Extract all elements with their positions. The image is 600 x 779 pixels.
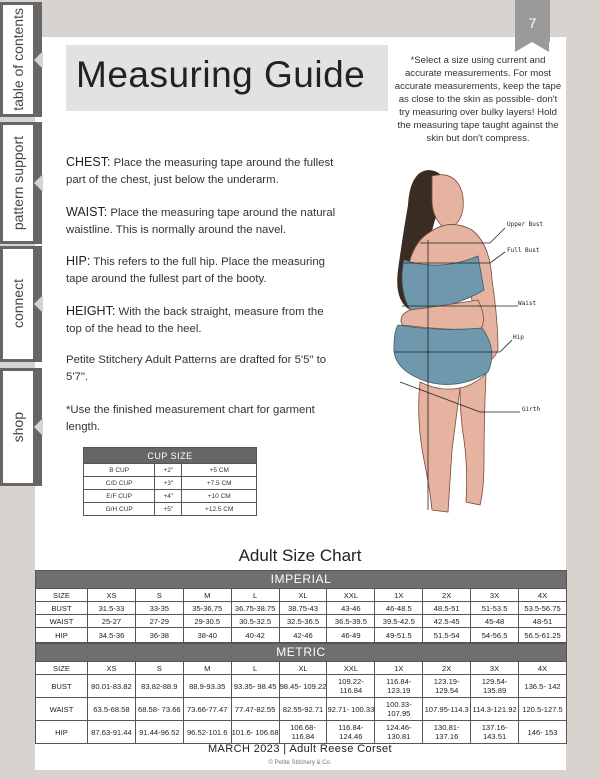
body-measurement-illustration [380,160,565,530]
size-cell: 4X [519,589,567,602]
page-number: 7 [515,0,550,42]
cup-size-table [83,447,257,516]
right-leg [460,374,486,505]
size-cell: M [183,589,231,602]
height-text: With the back straight, measure from the top of the head to the heel. [66,306,324,335]
size-cell: 38-40 [183,628,231,643]
size-cell: 51.5-54 [423,628,471,643]
metric-hip-row [36,721,567,744]
tab-shop[interactable] [0,368,42,486]
imperial-size-row [36,589,567,602]
size-cell: 80.01-83.82 [88,675,136,698]
tab-connect[interactable] [0,246,42,362]
title-box [66,45,388,111]
size-cell: 116.84- 123.19 [375,675,423,698]
size-cell: 56.5-61.25 [519,628,567,643]
size-cell: XXL [327,662,375,675]
tab-pattern-support-label: pattern support [10,135,26,231]
size-cell: 31.5-33 [88,602,136,615]
size-cell: 123.19- 129.54 [423,675,471,698]
metric-size-row [36,662,567,675]
cup-cell: G/H CUP [84,503,155,516]
imperial-waist-row [36,615,567,628]
height-instruction [66,303,341,337]
size-cell: 4X [519,662,567,675]
size-cell: 38.75-43 [279,602,327,615]
copyright: © Petite Stitchery & Co. [268,760,332,766]
metric-size-table [35,643,567,744]
size-cell: XS [88,662,136,675]
size-cell: 36.75-38.75 [231,602,279,615]
size-cell: L [231,662,279,675]
size-cell: M [183,662,231,675]
size-cell: 40-42 [231,628,279,643]
size-cell: 120.5-127.5 [519,698,567,721]
size-cell: 98.45- 109.22 [279,675,327,698]
size-cell: 35-36.75 [183,602,231,615]
size-cell: 53.5-56.75 [519,602,567,615]
size-cell: 51-53.5 [471,602,519,615]
size-cell: 87.63-91.44 [88,721,136,744]
height-term: HEIGHT: [66,304,116,318]
imperial-size-table [35,570,567,643]
size-cell: 107.95-114.3 [423,698,471,721]
size-cell: XL [279,589,327,602]
size-cell: 100.33- 107.95 [375,698,423,721]
size-cell: 101.6- 106.68 [231,721,279,744]
size-cell: 48-51 [519,615,567,628]
chest-text: Place the measuring tape around the fullest part of the chest, just below the underarm. [66,157,334,186]
cup-cell: +4" [155,490,182,503]
size-cell: 3X [471,662,519,675]
full-bust-label: Full Bust [507,247,540,254]
size-cell: 146- 153 [519,721,567,744]
size-cell: 42.5-45 [423,615,471,628]
size-cell: 2X [423,662,471,675]
size-cell: 137.16- 143.51 [471,721,519,744]
cup-cell: +12.5 CM [182,503,257,516]
size-cell: 91.44-96.52 [135,721,183,744]
row-label-cell: WAIST [36,698,88,721]
page-title: Measuring Guide [76,54,366,95]
head-shape [432,175,463,228]
cup-cell: +5 CM [182,464,257,477]
tab-table-of-contents[interactable] [0,2,42,117]
cup-row [84,503,257,516]
tab-connect-label: connect [10,279,26,329]
left-leg [419,382,460,512]
cup-row [84,477,257,490]
size-cell: 45-48 [471,615,519,628]
size-cell: 2X [423,589,471,602]
size-cell: 32.5-36.5 [279,615,327,628]
size-cell: 1X [375,662,423,675]
size-cell: XXL [327,589,375,602]
cup-cell: B CUP [84,464,155,477]
size-cell: 48.5-51 [423,602,471,615]
row-label-cell: WAIST [36,615,88,628]
size-cell: 116.84- 124.46 [327,721,375,744]
waist-text: Place the measuring tape around the natural waistline. This is normally around the navel. [66,207,336,236]
chest-term: CHEST: [66,155,111,169]
cup-cell: +10 CM [182,490,257,503]
tab-table-of-contents-label: table of contents [10,8,26,111]
waist-label: Waist [518,300,537,307]
size-chart-title: Adult Size Chart [238,546,362,565]
hip-text: This refers to the full hip. Place the measuring tape around the fullest part of the booty. [66,256,325,285]
size-cell: 96.52-101.6 [183,721,231,744]
measurement-note: *Select a size using current and accurate measurements. For most accurate measurements, keep the tape as close to the skin as possible- don't try measuring over bulky layers! Hold the measuring tape taught against the skin but don't compress. [394,55,562,144]
imperial-bust-row [36,602,567,615]
size-cell: 63.5-68.58 [88,698,136,721]
size-cell: 83.82-88.9 [135,675,183,698]
waist-term: WAIST: [66,205,108,219]
size-cell: 30.5-32.5 [231,615,279,628]
size-cell: 49-51.5 [375,628,423,643]
size-cell: 92.71- 100.33 [327,698,375,721]
size-cell: 129.54- 135.89 [471,675,519,698]
size-cell: S [135,662,183,675]
girth-label: Girth [522,406,541,413]
size-cell: L [231,589,279,602]
size-cell: 36-38 [135,628,183,643]
size-cell: 106.68- 116.84 [279,721,327,744]
row-label-cell: BUST [36,675,88,698]
metric-bust-row [36,675,567,698]
cup-cell: E/F CUP [84,490,155,503]
size-cell: 136.5- 142 [519,675,567,698]
size-cell: 1X [375,589,423,602]
petite-note: Petite Stitchery Adult Patterns are drafted for 5'5" to 5'7". [66,354,327,383]
hip-term: HIP: [66,254,91,268]
size-cell: 39.5-42.5 [375,615,423,628]
chest-instruction [66,154,341,188]
size-cell: 34.5-36 [88,628,136,643]
row-label-cell: HIP [36,721,88,744]
imperial-hip-row [36,628,567,643]
size-cell: 54-56.5 [471,628,519,643]
footer-title: MARCH 2023 | Adult Reese Corset [207,743,392,755]
size-cell: XL [279,662,327,675]
size-cell: 36.5-39.5 [327,615,375,628]
finished-measurement-note: *Use the finished measurement chart for garment length. [66,404,315,433]
size-cell: 29-30.5 [183,615,231,628]
size-cell: 42-46 [279,628,327,643]
tab-pattern-support[interactable] [0,122,42,244]
size-cell: 33-35 [135,602,183,615]
cup-cell: +2" [155,464,182,477]
hip-label: Hip [513,334,524,341]
size-cell: 88.9-93.35 [183,675,231,698]
size-cell: 68.58- 73.66 [135,698,183,721]
size-cell: 130.81- 137.16 [423,721,471,744]
row-label-cell: HIP [36,628,88,643]
cup-cell: +5" [155,503,182,516]
cup-size-title: CUP SIZE [84,448,257,464]
size-cell: 43-46 [327,602,375,615]
tab-shop-label: shop [10,411,26,443]
hip-instruction [66,253,341,287]
row-label-cell: SIZE [36,589,88,602]
size-cell: 3X [471,589,519,602]
cup-row [84,464,257,477]
row-label-cell: BUST [36,602,88,615]
cup-cell: +3" [155,477,182,490]
size-cell: 25-27 [88,615,136,628]
cup-cell: C/D CUP [84,477,155,490]
size-cell: 114.3-121.92 [471,698,519,721]
swim-bottom [394,325,492,384]
cup-cell: +7.5 CM [182,477,257,490]
size-cell: 46-48.5 [375,602,423,615]
size-cell: 27-29 [135,615,183,628]
metric-waist-row [36,698,567,721]
size-cell: 46-49 [327,628,375,643]
cup-row [84,490,257,503]
size-cell: 93.35- 98.45 [231,675,279,698]
size-cell: 73.66-77.47 [183,698,231,721]
upper-bust-label: Upper Bust [507,221,544,228]
size-cell: XS [88,589,136,602]
row-label-cell: SIZE [36,662,88,675]
size-cell: 124.46- 130.81 [375,721,423,744]
size-cell: 82.55-92.71 [279,698,327,721]
size-cell: 109.22- 116.84 [327,675,375,698]
waist-instruction [66,204,341,238]
size-cell: 77.47-82.55 [231,698,279,721]
imperial-header: IMPERIAL [36,571,567,589]
size-cell: S [135,589,183,602]
metric-header: METRIC [36,644,567,662]
